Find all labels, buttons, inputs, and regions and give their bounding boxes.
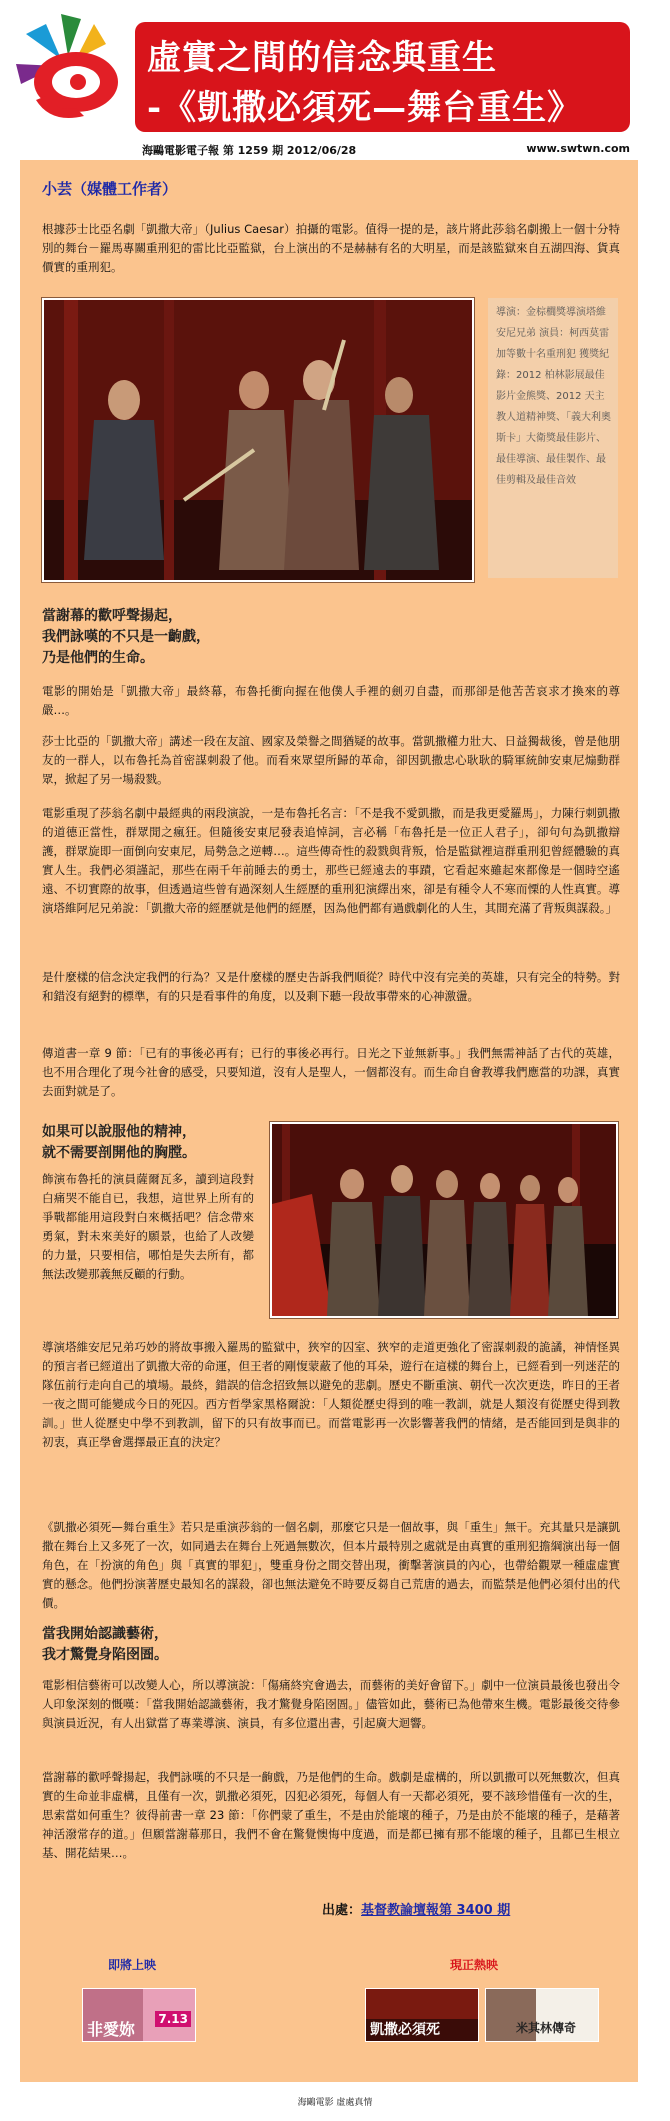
coming-soon-label: 即將上映 <box>108 1958 157 1972</box>
film-still-photo-1 <box>42 298 474 582</box>
pull-quote-1-line-1: 當謝幕的歡呼聲揚起， <box>42 608 182 624</box>
seagull-logo-icon <box>6 4 136 134</box>
footer <box>0 2095 670 2121</box>
film-credits-box <box>488 298 618 578</box>
credits-text: 導演：金棕櫚獎導演塔維安尼兄弟 演員：柯西莫雷加等數十名重刑犯 獲獎紀錄：2012 柏林影展最佳影片金熊獎、2012 天主教人道精神獎、「義大利奧斯卡」大衛獎最佳影片、最佳導演、最佳製作、最佳剪輯及最佳音效 <box>496 307 611 486</box>
related-films-section <box>20 1922 638 2082</box>
pull-quote-2 <box>42 1122 196 1164</box>
coming-thumb-title: 非愛妳 <box>87 2020 136 2039</box>
paragraph-10: 電影相信藝術可以改變人心，所以導演說：「傷痛終究會過去，而藝術的美好會留下。」劇中一位演員最後也發出令人印象深刻的慨嘆：「當我開始認識藝術，我才驚覺身陷囹圄。」儘管如此，藝術已為他帶來生機。電影最後交待參與演員近況，有人出獄當了專業導演、演員，有多位還出書，引起廣大迴響。 <box>42 1678 620 1730</box>
pull-quote-2-line-1: 如果可以說服他的精神， <box>42 1124 196 1140</box>
now-thumb-2-title: 米其林傳奇 <box>516 2021 577 2035</box>
paragraph-6: 傳道書一章 9 節：「已有的事後必再有；已行的事後必再行。日光之下並無新事。」我們無需神話了古代的英雄，也不用合理化了現今社會的感受，只要知道，沒有人是聖人，一個都沒有。而生命自會教導我們應當的功課，真實去面對就是了。 <box>42 1046 620 1098</box>
pull-quote-1-line-2: 我們詠嘆的不只是一齣戲， <box>42 629 210 645</box>
issue-info: 海鷗電影電子報 第 1259 期 2012/06/28 <box>142 144 357 157</box>
title-line-2: -《凱撒必須死—舞台重生》 <box>147 88 583 128</box>
paragraph-4: 電影重現了莎翁名劇中最經典的兩段演說，一是布魯托名言：「不是我不愛凱撒，而是我更愛羅馬」，力陳行刺凱撒的道德正當性，群眾閒之瘋狂。但隨後安東尼發表追悼詞，言必稱「布魯托是一位正人君子」，卻句句為凱撒辯護，群眾旋即一面倒向安東尼，局勢急之逆轉…。這些傳奇性的殺戮與背叛，恰是監獄裡這群重刑犯曾經體驗的真實人生。我們必須謹記，那些在兩千年前睡去的勇士，那些已經遠去的事蹟，它看起來雖起來都像是一個時空遙遠、不切實際的故事，但透過這些曾有過深刻人生經歷的重刑犯演繹出來，卻是有種令人不寒而慄的人性真實。導演塔維阿尼兄弟說：「凱撒大帝的經歷就是他們的經歷，因為他們都有過戲劇化的人生，其間充滿了背叛與謀殺。」 <box>42 806 620 915</box>
coming-soon-thumbnail[interactable] <box>82 1988 196 2042</box>
pull-quote-1 <box>42 606 210 669</box>
source-link[interactable]: 基督教論壇報第 3400 期 <box>361 1903 511 1918</box>
pull-quote-1-line-3: 乃是他們的生命。 <box>42 650 154 666</box>
paragraph-7: 飾演布魯托的演員薩爾瓦多，讀到這段對白痛哭不能自已，我想，這世界上所有的爭戰都能用這段對白來概括吧？信念帶來勇氣，對未來美好的願景，也給了人改變的力量，只要相信，哪怕是失去所有，都無法改變那義無反顧的行動。 <box>42 1172 254 1281</box>
paragraph-2: 電影的開始是「凱撒大帝」最終幕，布魯托衝向握在他僕人手裡的劍刃自盡，而那卻是他苦苦哀求才換來的尊嚴…。 <box>42 684 620 717</box>
pull-quote-2-line-2: 就不需要剖開他的胸膛。 <box>42 1145 196 1161</box>
author-byline: 小芸（媒體工作者） <box>42 180 178 198</box>
website-link[interactable]: www.swtwn.com <box>526 142 630 155</box>
coming-thumb-date: 7.13 <box>155 2011 191 2027</box>
title-line-1: 虛實之間的信念與重生 <box>147 38 497 78</box>
paragraph-intro: 根據莎士比亞名劇「凱撒大帝」（Julius Caesar）拍攝的電影。值得一提的是，該片將此莎翁名劇搬上一個十分特別的舞台－羅馬專關重刑犯的雷比比亞監獄，台上演出的不是赫赫有名的大明星，而是該監獄來自五湖四海、貨真價實的重刑犯。 <box>42 222 620 274</box>
pull-quote-3-line-1: 當我開始認識藝術， <box>42 1626 168 1642</box>
issue-bar <box>130 140 630 158</box>
pull-quote-3-line-2: 我才驚覺身陷囹圄。 <box>42 1647 168 1663</box>
article-source <box>322 1899 510 1918</box>
footer-text: 海鷗電影 虛處真情 <box>297 2098 373 2108</box>
paragraph-9: 《凱撒必須死—舞台重生》若只是重演莎翁的一個名劇，那麼它只是一個故事，與「重生」無干。充其量只是讓凱撒在舞台上又多死了一次，如同過去在舞台上死過無數次，但本片最特別之處就是由真實的重刑犯擔綱演出每一個角色，在「扮演的角色」與「真實的罪犯」，雙重身份之間交替出現，衝擊著演員的內心，也帶給觀眾一種虛虛實實的懸念。他們扮演著歷史最知名的謀殺，卻也無法避免不時要反芻自己荒唐的過去，而監禁是他們必須付出的代價。 <box>42 1520 620 1610</box>
paragraph-3: 莎士比亞的「凱撒大帝」講述一段在友誼、國家及榮譽之間猶疑的故事。當凱撒權力壯大、日益獨裁後，曾是他朋友的一群人，以布魯托為首密謀刺殺了他。而看來眾望所歸的革命，卻因凱撒忠心耿耿的騎軍統帥安東尼煽動群眾，掀起了另一場殺戮。 <box>42 734 620 786</box>
paragraph-11: 當謝幕的歡呼聲揚起，我們詠嘆的不只是一齣戲，乃是他們的生命。戲劇是虛構的，所以凱撒可以死無數次，但真實的生命並非虛構，且僅有一次，凱撒必須死，囚犯必須死，每個人有一天都必須死，要不該珍惜僅有一次的生，思索當如何重生？彼得前書一章 23 節：「你們蒙了重生，不是由於能壞的種子，乃是由於不能壞的種子，是藉著神活潑常存的道。」但願當謝幕那日，我們不會在驚覺懊悔中度過，而是都已擁有那不能壞的種子，且都已生根立基、開花結果…。 <box>42 1770 620 1860</box>
film-still-photo-2 <box>270 1122 618 1318</box>
now-showing-label: 現正熱映 <box>450 1958 499 1972</box>
title-banner <box>135 22 630 132</box>
article-body <box>20 160 638 1922</box>
now-showing-thumbnail-2[interactable] <box>485 1988 599 2042</box>
now-thumb-1-title: 凱撒必須死 <box>370 2022 440 2038</box>
header <box>0 0 670 140</box>
paragraph-8: 導演塔維安尼兄弟巧妙的將故事搬入羅馬的監獄中，狹窄的囚室、狹窄的走道更強化了密謀刺殺的詭譎，神情怪異的預言者已經道出了凱撒大帝的命運，但王者的剛愎蒙蔽了他的耳朵，遊行在這樣的舞台上，已經看到一列迷茫的隊伍前行走向自己的墳場。最終，錯誤的信念招致無以避免的悲劇。歷史不斷重演、朝代一次次更迭，昨日的王者一夜之間可能變成今日的死囚。西方哲學家黑格爾說：「人類從歷史得到的唯一教訓，就是人類沒有從歷史得到教訓。」世人從歷史中學不到教訓，留下的只有故事而已。而當電影再一次影響著我們的情緒，是否能回到是與非的初衷，真正學會選擇最正直的決定？ <box>42 1340 620 1449</box>
now-showing-thumbnail-1[interactable] <box>365 1988 479 2042</box>
paragraph-5: 是什麼樣的信念決定我們的行為？又是什麼樣的歷史告訴我們順從？時代中沒有完美的英雄，只有完全的特勢。對和錯沒有絕對的標準，有的只是看事件的角度，以及剩下聽一段故事帶來的心神激盪。 <box>42 970 620 1003</box>
pull-quote-3 <box>42 1624 168 1666</box>
source-prefix: 出處： <box>322 1903 362 1918</box>
